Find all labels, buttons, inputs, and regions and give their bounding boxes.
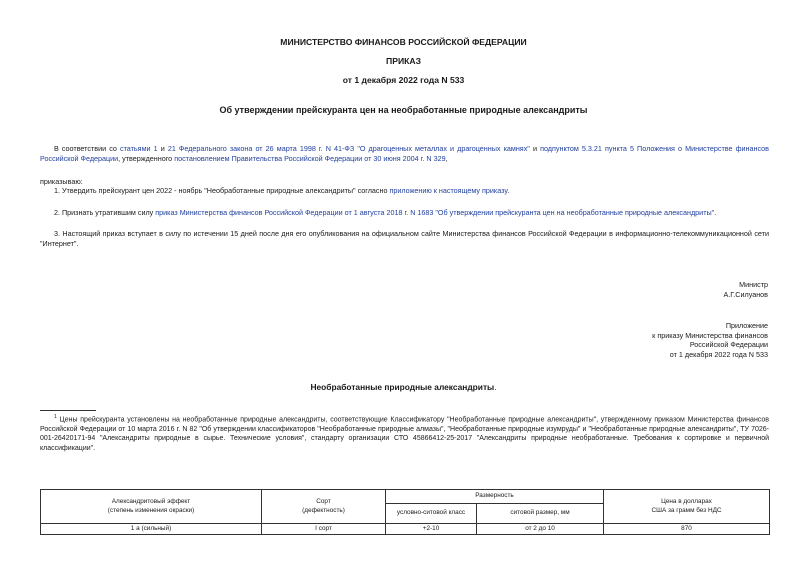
appendix-line: от 1 декабря 2022 года N 533 — [669, 350, 768, 360]
table-cell: от 2 до 10 — [477, 524, 604, 535]
document-date: от 1 декабря 2022 года N 533 — [342, 75, 465, 85]
appendix-line: Приложение — [725, 321, 768, 330]
link-ministry-regulation[interactable]: подпунктом 5.3.21 пункта 5 Положения о Министерстве финансов Российской Федерации — [40, 144, 769, 163]
footnote — [40, 414, 769, 453]
header-effect-line: (степень изменения окраски) — [107, 506, 195, 514]
link-articles-1[interactable]: статьями 1 — [120, 144, 158, 153]
signature-block — [724, 280, 769, 299]
link-federal-law[interactable]: 21 Федерального закона от 26 марта 1998 г. N 41-ФЗ "О драгоценных металлах и драгоценных камнях" — [167, 144, 530, 153]
appendix-line: Российской Федерации — [689, 340, 768, 350]
preamble-text: и — [157, 144, 168, 153]
table-cell: 870 — [604, 524, 770, 535]
footnote-text: Цены прейскуранта установлены на необработанные природные александриты, соответствующие Классификатору "Необработанные природные александриты", утвержденному приказом Министерства финансов Российской Федерации от 10 марта 2016 г. N 82 "Об утверждении классификаторов "Необработанные природные алмазы", "Необработанные природные изумруды" и "Необработанные природные александриты", ТУ 7026-001-26420171-94 "Александриты природные в сырье. Технические условия", стандарту организации СТО 45866412-25-2017 "Александриты природные необработанные. Требования к сортировке и первичной классификации". — [40, 416, 769, 452]
header-grade — [262, 490, 386, 524]
header-sieve-class: условно-ситовой класс — [386, 504, 477, 524]
header-grade-line: Сорт — [316, 498, 331, 506]
appendix-title — [0, 382, 807, 393]
preamble-text: , утвержденного — [118, 153, 175, 163]
header-effect-line: Александритовый эффект — [111, 498, 191, 506]
link-repealed-order[interactable]: приказ Министерства финансов Российской Федерации от 1 августа 2018 г. N 1683 "Об утверждении прейскуранта цен на необработанные природные александриты" — [155, 208, 715, 217]
appendix-title-end: . — [494, 382, 497, 392]
document-type: ПРИКАЗ — [386, 56, 421, 66]
appendix-line: к приказу Министерства финансов — [652, 330, 768, 340]
item-2-text: 2. Признать утратившим силу — [54, 208, 156, 217]
header-price — [604, 490, 770, 524]
signature-position: Министр — [739, 280, 768, 289]
table-row — [41, 524, 770, 535]
item-3: 3. Настоящий приказ вступает в силу по истечении 15 дней после дня его опубликования на официальном сайте Министерства финансов Российской Федерации в информационно-телекоммуникационной сети "Интернет". — [40, 229, 769, 248]
item-2-text: . — [714, 208, 717, 217]
order-word: приказываю: — [40, 177, 83, 186]
item-1-text: . — [507, 186, 510, 195]
appendix-block — [652, 321, 768, 360]
signature-name: А.Г.Силуанов — [723, 289, 768, 299]
table-cell: +2-10 — [386, 524, 477, 535]
ministry-name: МИНИСТЕРСТВО ФИНАНСОВ РОССИЙСКОЙ ФЕДЕРАЦИИ — [280, 37, 527, 47]
header-grade-line: (дефектность) — [302, 506, 345, 514]
footnote-separator — [40, 410, 96, 411]
preamble-text: В соответствии со — [54, 144, 120, 153]
header-effect — [41, 490, 262, 524]
table-cell: 1 а (сильный) — [41, 524, 262, 535]
footnote-mark: 1 — [54, 414, 57, 420]
preamble-text: , — [445, 153, 448, 163]
header-dimension: Размерность — [386, 490, 604, 504]
preamble-text: и — [529, 144, 541, 153]
link-appendix[interactable]: приложению к настоящему приказу — [389, 186, 508, 195]
header-price-line: США за грамм без НДС — [651, 506, 722, 514]
header-price-line: Цена в долларах — [661, 498, 712, 506]
item-2 — [40, 208, 769, 218]
table-header-row — [41, 490, 770, 504]
item-1-text: 1. Утвердить прейскурант цен 2022 - ноябрь "Необработанные природные александриты" согласно — [54, 186, 390, 195]
header-sieve-size: ситовой размер, мм — [477, 504, 604, 524]
preamble-paragraph — [40, 144, 769, 163]
appendix-title-text: Необработанные природные александриты — [310, 382, 495, 392]
item-1 — [40, 186, 769, 196]
table-cell: I сорт — [262, 524, 386, 535]
link-government-decree[interactable]: постановлением Правительства Российской Федерации от 30 июня 2004 г. N 329 — [174, 153, 446, 163]
price-table — [40, 489, 770, 535]
document-title: Об утверждении прейскуранта цен на необработанные природные александриты — [219, 105, 588, 115]
